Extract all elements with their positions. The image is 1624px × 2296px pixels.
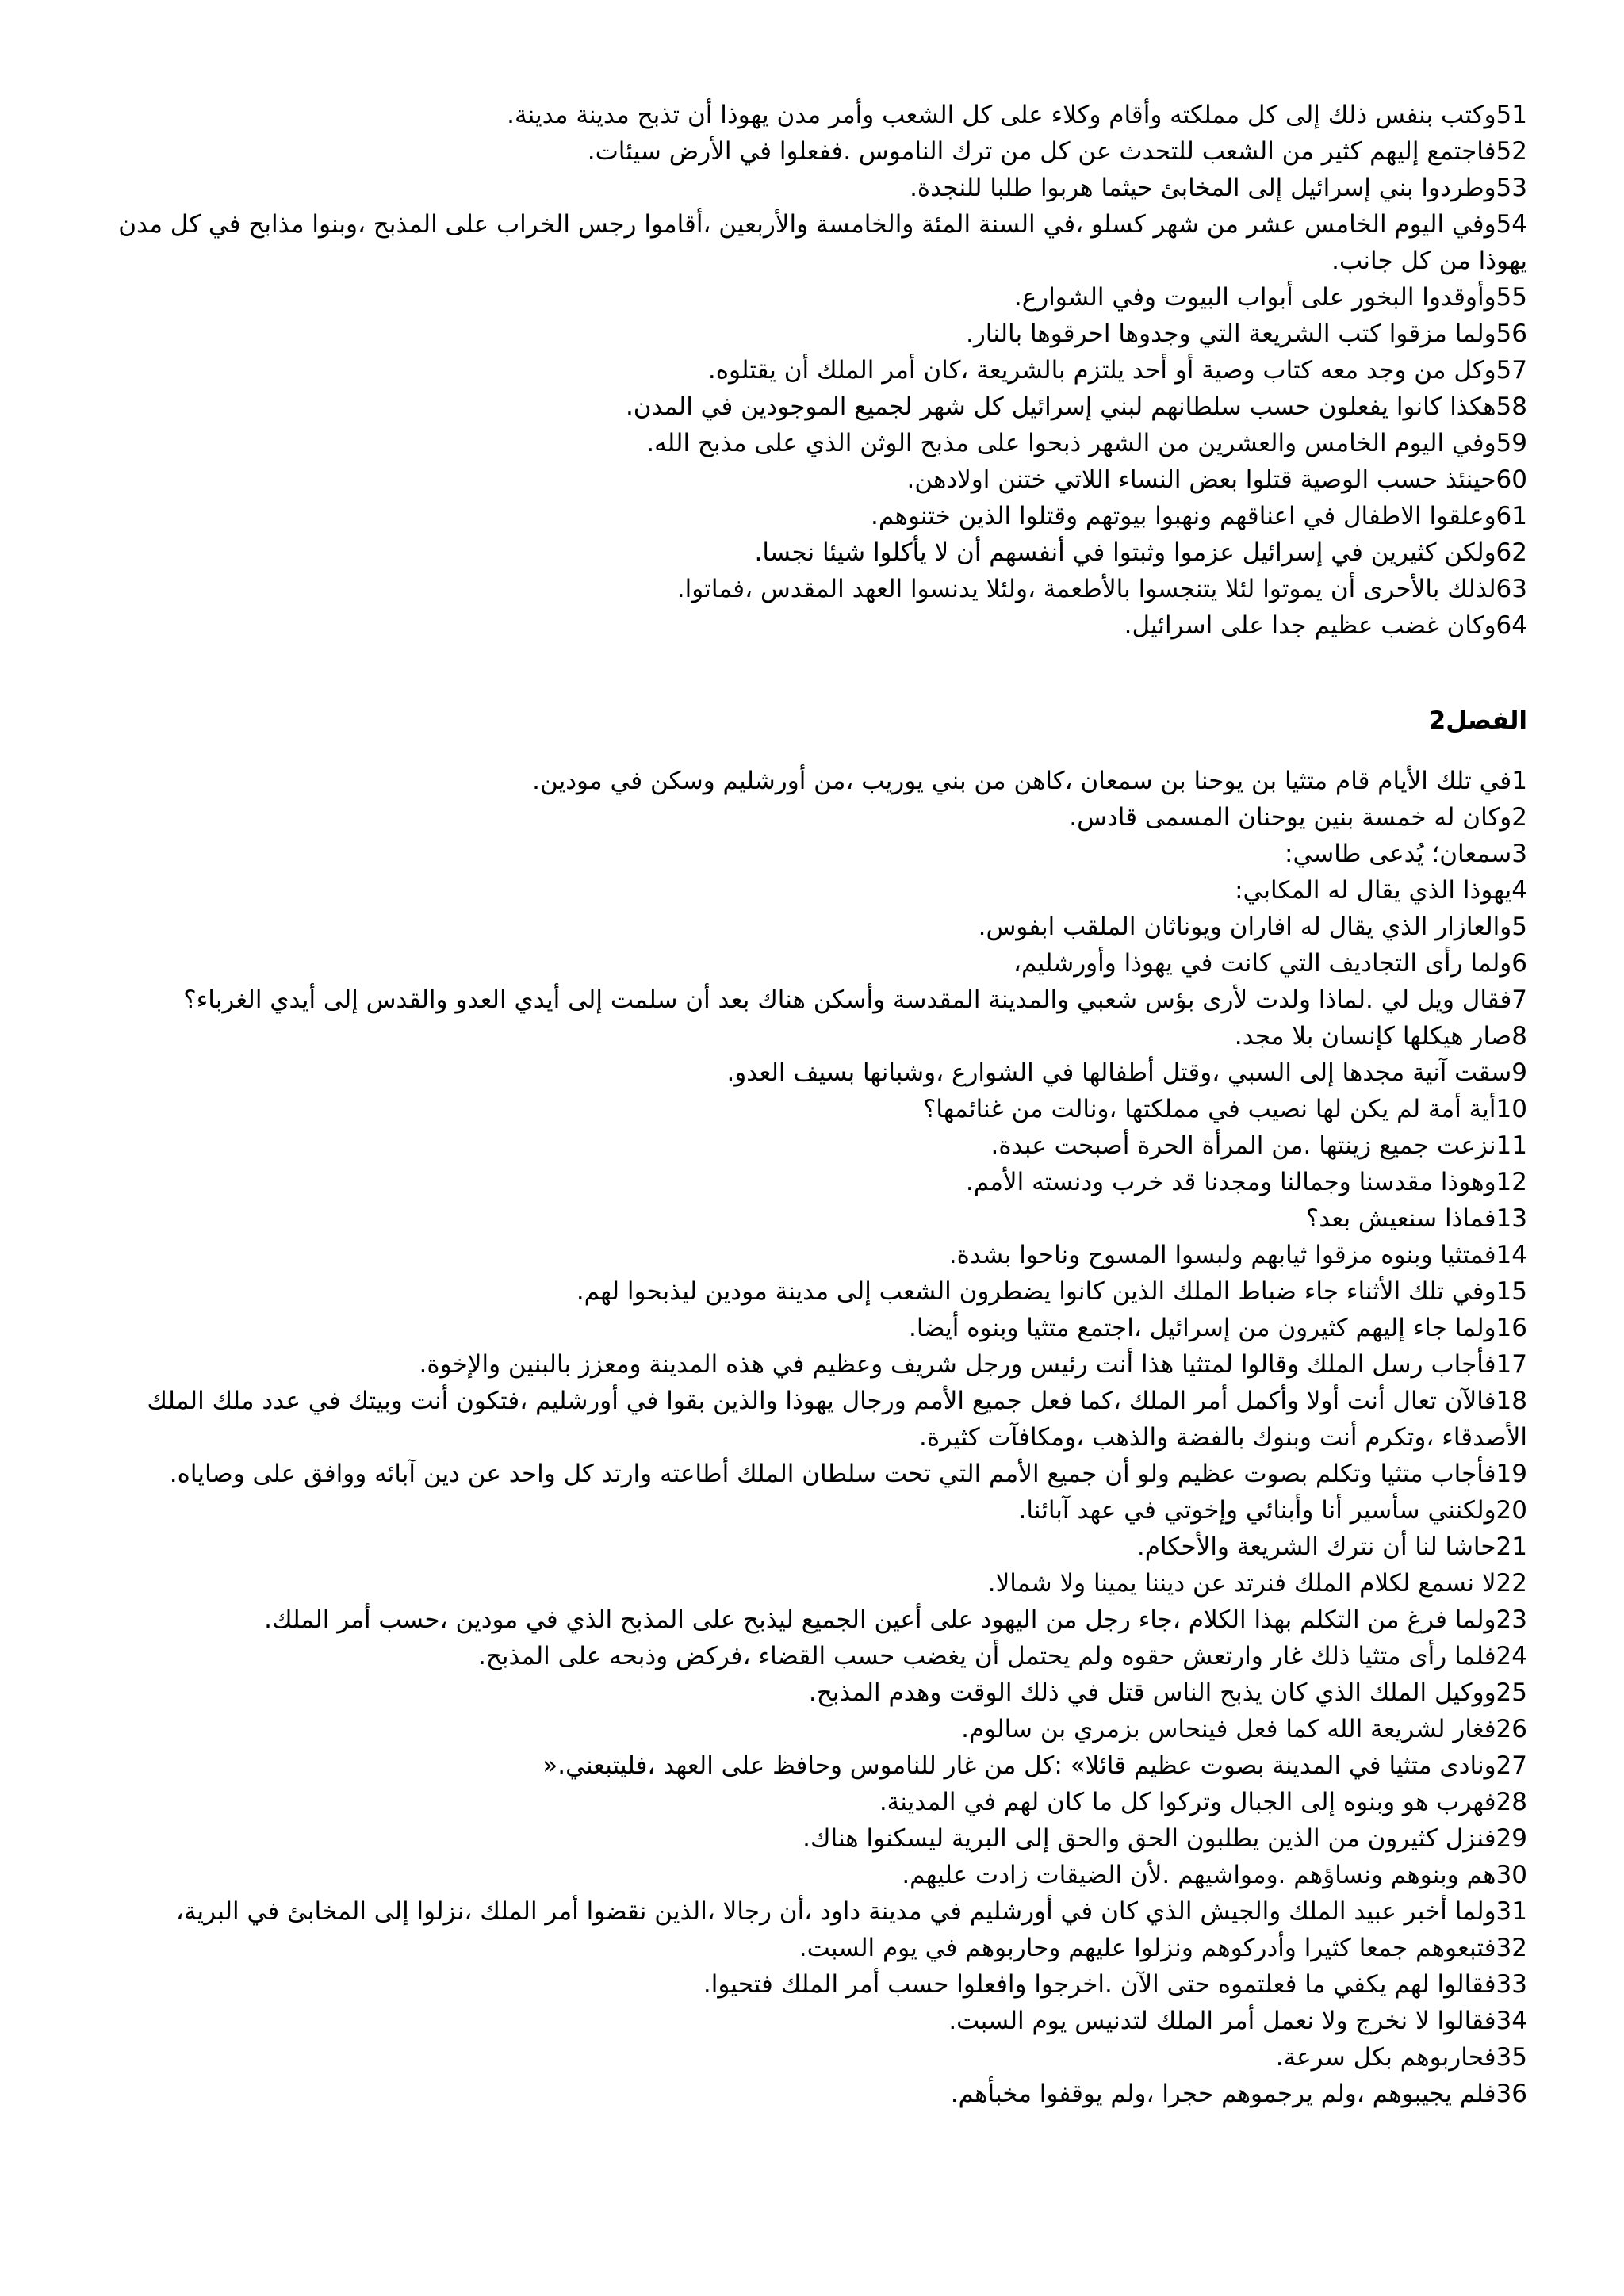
verse-line — [84, 2076, 1527, 2112]
verse-number: 34 — [1496, 2007, 1527, 2035]
verse-line — [84, 133, 1527, 170]
verse-number: 17 — [1496, 1350, 1527, 1379]
verse-number: 8 — [1511, 1022, 1527, 1050]
verse-number: 13 — [1496, 1204, 1527, 1233]
verse-line — [84, 1018, 1527, 1054]
verse-number: 36 — [1496, 2080, 1527, 2108]
verse-text: ولما فرغ من التكلم بهذا الكلام ،جاء رجل من اليهود على أعين الجميع ليذبح على المذبح الذي في مودين ،حسب أمر الملك. — [264, 1605, 1496, 1634]
verse-line — [84, 498, 1527, 534]
verse-line — [84, 1164, 1527, 1200]
verse-text: وفي تلك الأثناء جاء ضباط الملك الذين كانوا يضطرون الشعب إلى مدينة مودين ليذبحوا لهم. — [576, 1277, 1496, 1306]
verse-text: لا نسمع لكلام الملك فنرتد عن ديننا يمينا ولا شمالا. — [987, 1569, 1496, 1598]
verse-number: 18 — [1496, 1387, 1527, 1415]
verse-number: 9 — [1511, 1058, 1527, 1087]
verse-line — [84, 425, 1527, 461]
verse-number: 54 — [1496, 210, 1527, 239]
verse-line — [84, 1930, 1527, 1966]
verses-section-1 — [84, 97, 1527, 644]
verse-text: وكان له خمسة بنين يوحنان المسمى قادس. — [1069, 803, 1512, 832]
verse-text: وعلقوا الاطفال في اعناقهم ونهبوا بيوتهم وقتلوا الذين ختنوهم. — [871, 502, 1496, 530]
verse-text: ولما مزقوا كتب الشريعة التي وجدوها احرقوها بالنار. — [965, 320, 1496, 348]
verse-line — [84, 1273, 1527, 1310]
verse-line — [84, 799, 1527, 836]
verse-text: وكل من وجد معه كتاب وصية أو أحد يلتزم بالشريعة ،كان أمر الملك أن يقتلوه. — [707, 356, 1496, 385]
verse-line — [84, 1492, 1527, 1529]
verse-number: 12 — [1496, 1168, 1527, 1196]
verse-line — [84, 352, 1527, 388]
verse-line — [84, 1966, 1527, 2003]
verse-number: 27 — [1496, 1751, 1527, 1780]
verse-line — [84, 2003, 1527, 2039]
verse-line — [84, 1857, 1527, 1893]
verse-number: 21 — [1496, 1533, 1527, 1561]
verse-number: 53 — [1496, 174, 1527, 202]
verse-number: 5 — [1511, 913, 1527, 941]
chapter-heading: الفصل2 — [1428, 706, 1527, 735]
verse-line — [84, 982, 1527, 1018]
verse-line — [84, 1529, 1527, 1565]
verse-text: في تلك الأيام قام متثيا بن يوحنا بن سمعان ،كاهن من بني يوريب ،من أورشليم وسكن في مودين. — [532, 767, 1512, 795]
verse-number: 2 — [1511, 803, 1527, 832]
verse-line — [84, 1820, 1527, 1857]
verse-number: 60 — [1496, 465, 1527, 494]
verse-text: سمعان؛ يُدعى طاسي: — [1285, 840, 1512, 868]
verse-line — [84, 170, 1527, 206]
verse-text: أية أمة لم يكن لها نصيب في مملكتها ،ونالت من غنائمها؟ — [922, 1095, 1496, 1123]
verse-line — [84, 607, 1527, 644]
verse-text: صار هيكلها كإنسان بلا مجد. — [1234, 1022, 1512, 1050]
verse-number: 56 — [1496, 320, 1527, 348]
verse-line — [84, 1784, 1527, 1820]
verse-line — [84, 1565, 1527, 1601]
verse-number: 6 — [1511, 949, 1527, 978]
verse-line — [84, 1747, 1527, 1784]
verse-text: وفي اليوم الخامس عشر من شهر كسلو ،في السنة المئة والخامسة والأربعين ،أقاموا رجس الخراب على المذبح ،وبنوا مذابح في كل مدن يهوذا من كل جانب. — [118, 210, 1527, 275]
verse-line — [84, 279, 1527, 316]
verse-text: ونادى متثيا في المدينة بصوت عظيم قائلا» :كل من غار للناموس وحافظ على العهد ،فليتبعني.« — [542, 1751, 1496, 1780]
verse-line — [84, 1456, 1527, 1492]
verse-number: 55 — [1496, 283, 1527, 312]
verse-number: 59 — [1496, 429, 1527, 457]
verse-text: ولما رأى التجاديف التي كانت في يهوذا وأورشليم، — [1013, 949, 1512, 978]
verse-text: وكتب بنفس ذلك إلى كل مملكته وأقام وكلاء على كل الشعب وأمر مدن يهوذا أن تذبح مدينة مدينة. — [507, 101, 1496, 129]
verse-text: وأوقدوا البخور على أبواب البيوت وفي الشوارع. — [1013, 283, 1496, 312]
verse-line — [84, 1237, 1527, 1273]
verse-number: 28 — [1496, 1788, 1527, 1816]
verse-line — [84, 872, 1527, 909]
verse-number: 63 — [1496, 575, 1527, 603]
verse-text: فاجتمع إليهم كثير من الشعب للتحدث عن كل من ترك الناموس .ففعلوا في الأرض سيئات. — [587, 137, 1496, 166]
verse-number: 4 — [1511, 876, 1527, 905]
verse-text: نزعت جميع زينتها .من المرأة الحرة أصبحت عبدة. — [990, 1131, 1496, 1160]
verse-number: 29 — [1496, 1824, 1527, 1853]
verse-text: ووكيل الملك الذي كان يذبح الناس قتل في ذلك الوقت وهدم المذبح. — [808, 1678, 1496, 1707]
verse-text: يهوذا الذي يقال له المكابي: — [1235, 876, 1512, 905]
verse-text: فقال ويل لي .لماذا ولدت لأرى بؤس شعبي والمدينة المقدسة وأسكن هناك بعد أن سلمت إلى أيدي العدو والقدس إلى أيدي الغرباء؟ — [183, 985, 1512, 1014]
verse-number: 51 — [1496, 101, 1527, 129]
verse-text: فماذا سنعيش بعد؟ — [1305, 1204, 1496, 1233]
verse-number: 1 — [1511, 767, 1527, 795]
verse-text: وكان غضب عظيم جدا على اسرائيل. — [1124, 611, 1496, 640]
verse-number: 30 — [1496, 1861, 1527, 1889]
verse-number: 64 — [1496, 611, 1527, 640]
verse-text: والعازار الذي يقال له افاران ويوناثان الملقب ابفوس. — [978, 913, 1512, 941]
verse-line — [84, 1601, 1527, 1638]
verse-number: 15 — [1496, 1277, 1527, 1306]
verse-number: 32 — [1496, 1934, 1527, 1962]
verse-text: فالآن تعال أنت أولا وأكمل أمر الملك ،كما فعل جميع الأمم ورجال يهوذا والذين بقوا في أورشليم ،فتكون أنت وبيتك في عدد ملك الملك الأصدقاء ،وتكرم أنت وبنوك بالفضة والذهب ،ومكافآت كثيرة. — [147, 1387, 1527, 1452]
verse-line — [84, 1674, 1527, 1711]
verse-number: 7 — [1511, 985, 1527, 1014]
verse-text: وفي اليوم الخامس والعشرين من الشهر ذبحوا على مذبح الوثن الذي على مذبح الله. — [646, 429, 1496, 457]
verse-line — [84, 316, 1527, 352]
verse-number: 23 — [1496, 1605, 1527, 1634]
verse-line — [84, 1346, 1527, 1383]
verse-number: 19 — [1496, 1460, 1527, 1488]
verse-line — [84, 2039, 1527, 2076]
verse-number: 33 — [1496, 1970, 1527, 1999]
verse-text: فنزل كثيرون من الذين يطلبون الحق والحق إلى البرية ليسكنوا هناك. — [802, 1824, 1496, 1853]
verse-line — [84, 461, 1527, 498]
verse-text: ولكنني سأسير أنا وأبنائي وإخوتي في عهد آبائنا. — [1018, 1496, 1496, 1525]
verse-number: 62 — [1496, 538, 1527, 567]
verse-number: 25 — [1496, 1678, 1527, 1707]
verse-line — [84, 763, 1527, 799]
verse-text: فلم يجيبوهم ،ولم يرجموهم حجرا ،ولم يوقفوا مخبأهم. — [950, 2080, 1496, 2108]
verse-number: 57 — [1496, 356, 1527, 385]
verse-number: 58 — [1496, 392, 1527, 421]
verse-line — [84, 1383, 1527, 1456]
verse-text: فهرب هو وبنوه إلى الجبال وتركوا كل ما كان لهم في المدينة. — [879, 1788, 1496, 1816]
verse-text: فقالوا لهم يكفي ما فعلتموه حتى الآن .اخرجوا وافعلوا حسب أمر الملك فتحيوا. — [703, 1970, 1496, 1999]
verse-text: وهوذا مقدسنا وجمالنا ومجدنا قد خرب ودنسته الأمم. — [965, 1168, 1496, 1196]
verse-line — [84, 1127, 1527, 1164]
verse-line — [84, 909, 1527, 945]
verse-text: فغار لشريعة الله كما فعل فينحاس بزمري بن سالوم. — [961, 1715, 1496, 1743]
verse-text: وطردوا بني إسرائيل إلى المخابئ حيثما هربوا طلبا للنجدة. — [910, 174, 1496, 202]
verse-text: فأجاب رسل الملك وقالوا لمتثيا هذا أنت رئيس ورجل شريف وعظيم في هذه المدينة ومعزز بالبنين والإخوة. — [419, 1350, 1496, 1379]
verse-number: 14 — [1496, 1241, 1527, 1269]
verse-line — [84, 836, 1527, 872]
verse-line — [84, 1711, 1527, 1747]
verse-number: 24 — [1496, 1642, 1527, 1670]
verse-line — [84, 1200, 1527, 1237]
verse-line — [84, 1893, 1527, 1930]
verse-line — [84, 1638, 1527, 1674]
verse-line — [84, 1310, 1527, 1346]
verse-line — [84, 206, 1527, 279]
verse-text: هم وبنوهم ونساؤهم .ومواشيهم .لأن الضيقات زادت عليهم. — [902, 1861, 1496, 1889]
verse-text: ولما أخبر عبيد الملك والجيش الذي كان في أورشليم في مدينة داود ،أن رجالا ،الذين نقضوا أمر الملك ،نزلوا إلى المخابئ في البرية، — [175, 1897, 1496, 1926]
verse-number: 3 — [1511, 840, 1527, 868]
verse-number: 10 — [1496, 1095, 1527, 1123]
verse-number: 61 — [1496, 502, 1527, 530]
verse-line — [84, 388, 1527, 425]
verse-text: فأجاب متثيا وتكلم بصوت عظيم ولو أن جميع الأمم التي تحت سلطان الملك أطاعته وارتد كل واحد عن دين آبائه ووافق على وصاياه. — [169, 1460, 1496, 1488]
verse-text: حينئذ حسب الوصية قتلوا بعض النساء اللاتي ختنن اولادهن. — [906, 465, 1496, 494]
verses-section-2 — [84, 763, 1527, 2112]
verse-number: 16 — [1496, 1314, 1527, 1342]
verse-text: لذلك بالأحرى أن يموتوا لئلا يتنجسوا بالأطعمة ،ولئلا يدنسوا العهد المقدس ،فماتوا. — [676, 575, 1496, 603]
verse-text: حاشا لنا أن نترك الشريعة والأحكام. — [1136, 1533, 1496, 1561]
verse-number: 31 — [1496, 1897, 1527, 1926]
verse-text: فلما رأى متثيا ذلك غار وارتعش حقوه ولم يحتمل أن يغضب حسب القضاء ،فركض وذبحه على المذبح. — [478, 1642, 1496, 1670]
verse-line — [84, 97, 1527, 133]
verse-text: فمتثيا وبنوه مزقوا ثيابهم ولبسوا المسوح وناحوا بشدة. — [948, 1241, 1496, 1269]
verse-line — [84, 945, 1527, 982]
verse-line — [84, 1091, 1527, 1127]
verse-text: فتبعوهم جمعا كثيرا وأدركوهم ونزلوا عليهم وحاربوهم في يوم السبت. — [799, 1934, 1496, 1962]
verse-number: 35 — [1496, 2043, 1527, 2072]
verse-line — [84, 571, 1527, 607]
verse-text: فحاربوهم بكل سرعة. — [1275, 2043, 1496, 2072]
verse-line — [84, 1054, 1527, 1091]
verse-text: ولما جاء إليهم كثيرون من إسرائيل ،اجتمع متثيا وبنوه أيضا. — [908, 1314, 1496, 1342]
verse-text: فقالوا لا نخرج ولا نعمل أمر الملك لتدنيس يوم السبت. — [948, 2007, 1496, 2035]
verse-number: 22 — [1496, 1569, 1527, 1598]
verse-text: سقت آنية مجدها إلى السبي ،وقتل أطفالها في الشوارع ،وشبانها بسيف العدو. — [726, 1058, 1512, 1087]
verse-number: 26 — [1496, 1715, 1527, 1743]
verse-line — [84, 534, 1527, 571]
verse-number: 11 — [1496, 1131, 1527, 1160]
verse-number: 52 — [1496, 137, 1527, 166]
verse-text: هكذا كانوا يفعلون حسب سلطانهم لبني إسرائيل كل شهر لجميع الموجودين في المدن. — [625, 392, 1496, 421]
verse-text: ولكن كثيرين في إسرائيل عزموا وثبتوا في أنفسهم أن لا يأكلوا شيئا نجسا. — [754, 538, 1496, 567]
verse-number: 20 — [1496, 1496, 1527, 1525]
